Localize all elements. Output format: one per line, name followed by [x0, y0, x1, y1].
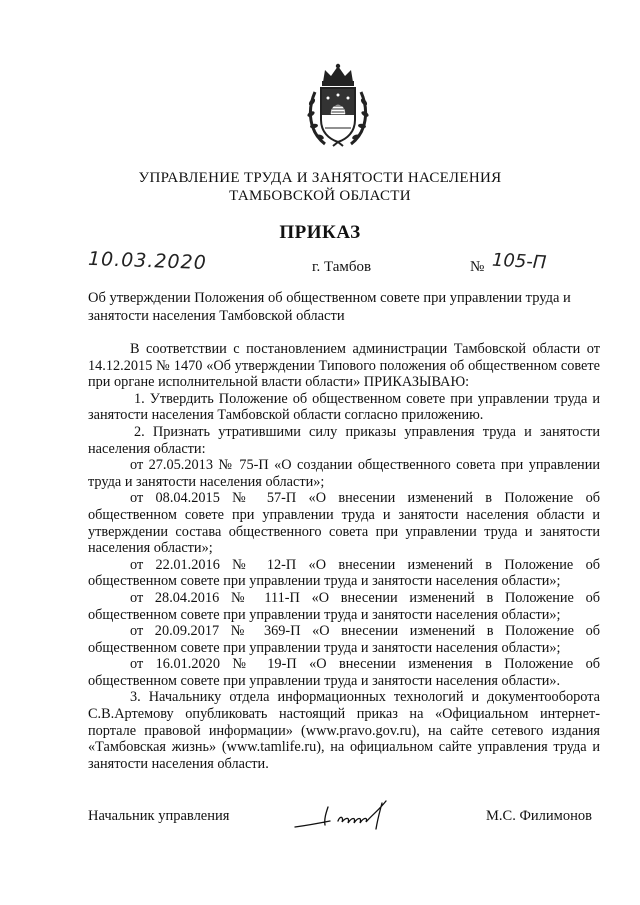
revoked-order: от 27.05.2013 № 75-П «О создании общественного совета при управлении труда и занятости населения области»; [88, 457, 600, 490]
signer-position: Начальник управления [88, 808, 230, 824]
organization-name-line1: УПРАВЛЕНИЕ ТРУДА И ЗАНЯТОСТИ НАСЕЛЕНИЯ [138, 170, 502, 186]
revoked-order: от 22.01.2016 № 12-П «О внесении изменений в Положение об общественном совете при управлении труда и занятости населения области»; [88, 556, 600, 590]
item-3: 3. Начальнику отдела информационных технологий и документооборота С.В.Артемову опубликовать настоящий приказ на «Официальном интернет-портале правовой информации» (www.pravo.gov.ru), на сайте сетевого издания «Тамбовская жизнь» (www.tamlife.ru), на официальном сайте управления труда и занятости населения области. [88, 689, 600, 772]
revoked-order: от 28.04.2016 № 111-П «О внесении изменений в Положение об общественном совете при управлении труда и занятости населения области»; [88, 589, 600, 623]
item-2: 2. Признать утратившими силу приказы управления труда и занятости населения области: [88, 423, 600, 457]
order-subject: Об утверждении Положения об общественном совете при управлении труда и занятости населения Тамбовской области [88, 290, 571, 324]
coat-of-arms-icon [303, 62, 373, 150]
signature-icon [290, 795, 415, 835]
signer-name: М.С. Филимонов [486, 808, 592, 824]
revoked-order: от 08.04.2015 № 57-П «О внесении изменений в Положение об общественном совете при управлении труда и занятости населения области и утверждении состава общественного совета при управлении труда и занятости населения области»; [88, 490, 600, 557]
revoked-order: от 20.09.2017 № 369-П «О внесении изменений в Положение об общественном совете при управлении труда и занятости населения области»; [88, 623, 600, 656]
order-number: 105-П [491, 249, 547, 274]
preamble: В соответствии с постановлением администрации Тамбовской области от 14.12.2015 № 1470 «Об утверждении Типового положения об общественном совете при органе исполнительной власти области» ПРИКАЗЫВАЮ: [88, 341, 600, 391]
document-title: ПРИКАЗ [279, 222, 361, 243]
item-1: 1. Утвердить Положение об общественном совете при управлении труда и занятости населения Тамбовской области согласно приложению. [88, 390, 600, 424]
order-number-label: № [470, 259, 485, 275]
order-body [88, 341, 600, 772]
revoked-order: от 16.01.2020 № 19-П «О внесении изменения в Положение об общественном совете при управлении труда и занятости населения области». [88, 656, 600, 689]
order-city: г. Тамбов [312, 259, 372, 275]
organization-name-line2: ТАМБОВСКОЙ ОБЛАСТИ [229, 188, 411, 204]
order-date: 10.03.2020 [87, 247, 208, 275]
